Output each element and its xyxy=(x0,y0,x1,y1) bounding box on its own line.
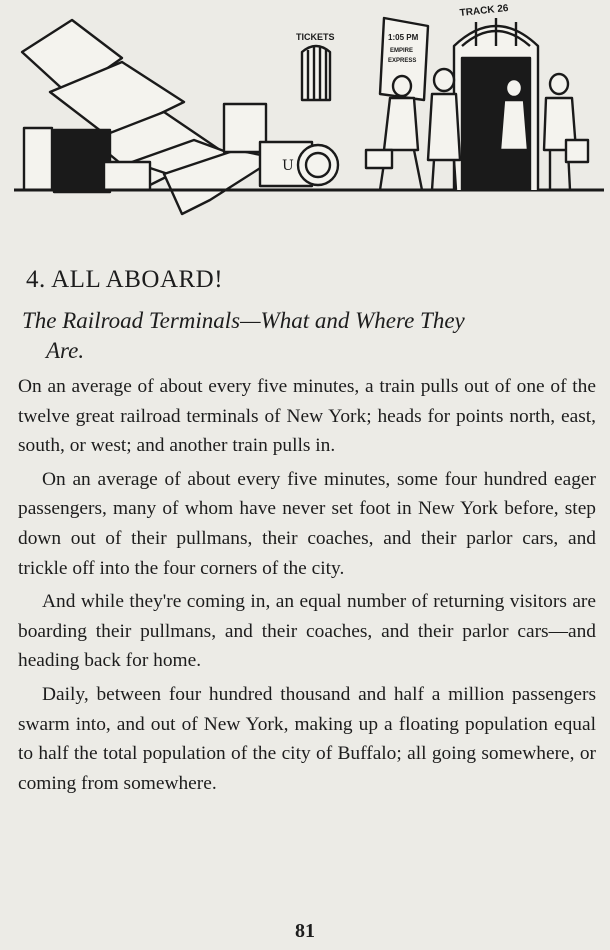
body-text xyxy=(18,372,596,802)
station-illustration xyxy=(14,0,604,225)
paragraph-4: Daily, between four hundred thousand and half a million passengers swarm into, and out of New York, making up a floating population equal to half the total population of the city of Buffalo; all going somewhere, or coming from somewhere. xyxy=(18,683,596,794)
chapter-title: 4. ALL ABOARD! xyxy=(26,266,224,293)
tickets-sign: TICKETS xyxy=(296,32,335,42)
subtitle-line-1: The Railroad Terminals—What and Where They xyxy=(22,308,465,333)
poster-line-1: 1:05 PM xyxy=(388,33,419,42)
paragraph-3: And while they're coming in, an equal number of returning visitors are boarding their pullmans, and their coaches, and their parlor cars—and heading back for home. xyxy=(18,591,596,672)
chapter-subtitle xyxy=(22,306,602,366)
ticket-window-icon xyxy=(302,46,330,100)
paragraph-2: On an average of about every five minutes, some four hundred eager passengers, many of whom have never set foot in New York before, step down out of their pullmans, their coaches, and their parlor cars, and trickle off into the four corners of the city. xyxy=(18,468,596,579)
track-sign: TRACK 26 xyxy=(459,2,509,19)
poster-line-3: EXPRESS xyxy=(388,58,417,64)
svg-text:U: U xyxy=(282,158,294,174)
poster-line-2: EMPIRE xyxy=(390,48,414,54)
page-number: 81 xyxy=(295,920,315,942)
subtitle-line-2: Are. xyxy=(46,338,85,363)
paragraph-1: On an average of about every five minutes, a train pulls out of one of the twelve great railroad terminals of New York; heads for points north, east, south, or west; and another train pulls in. xyxy=(18,376,596,457)
stacked-luggage-icon xyxy=(22,20,338,214)
